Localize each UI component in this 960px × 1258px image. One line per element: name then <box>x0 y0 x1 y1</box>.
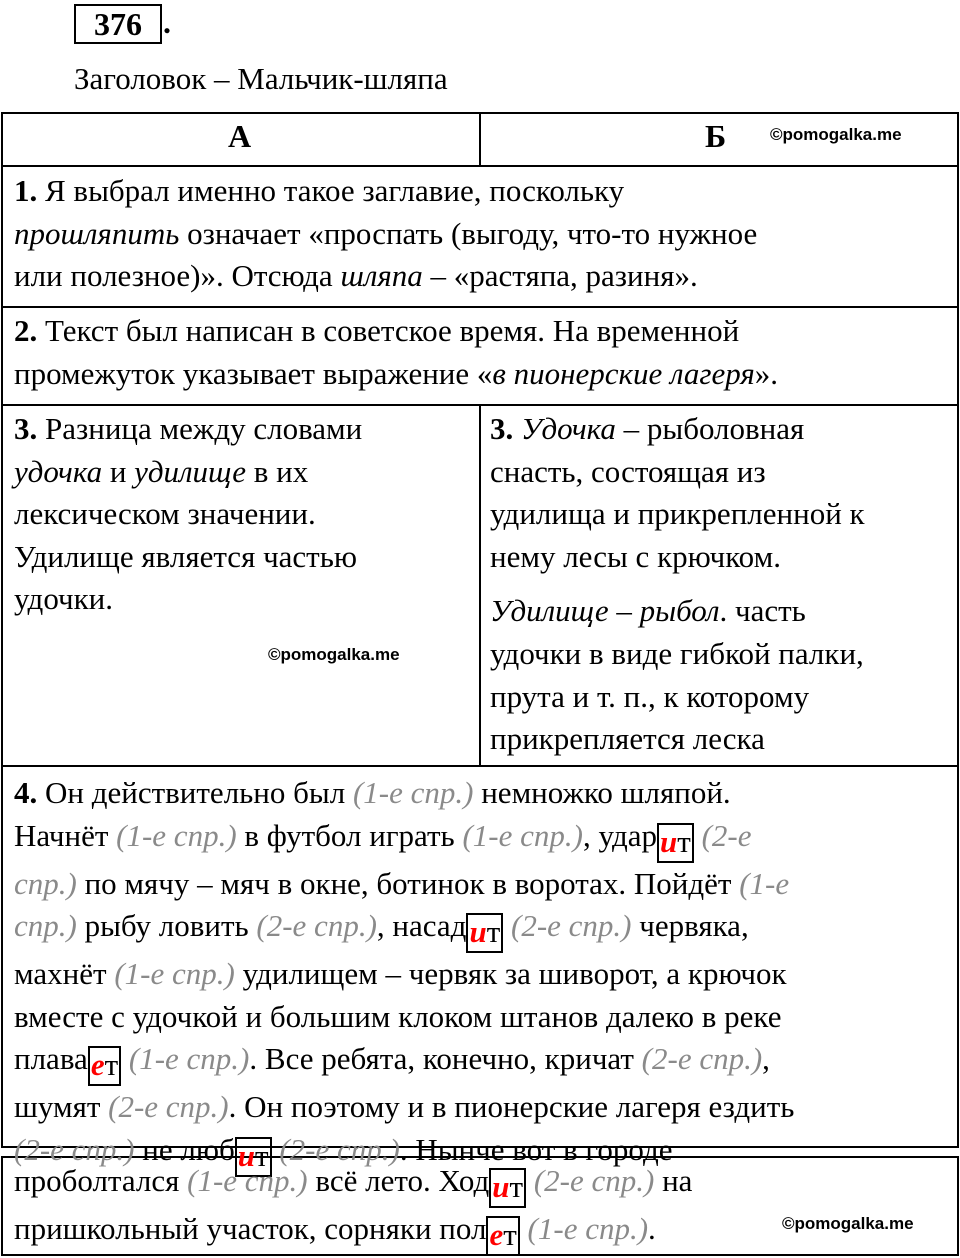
answer-4: 4. Он действительно был (1-е спр.) немножко шляпой. Начнёт (1-е спр.) в футбол играть (1-е спр.), ударит (2-е спр.) по мячу – мяч в окне, ботинок в воротах. Пойдёт (1-е спр.) рыбу ловить (2-е спр.), насадит (2-е спр.) червяка, махнёт (1-е спр.) удилищем – червяк за шиворот, а крючок вместе с удочкой и большим клоком штанов далеко в реке плавает (1-е спр.). Все ребята, конечно, кричат (2-е спр.), шумят (2-е спр.). Он поэтому и в пионерские лагеря ездить (2-е спр.) не любит (2-е спр.). Нынче вот в городе <box>14 772 794 1177</box>
heading: Заголовок – Мальчик-шляпа <box>74 61 448 96</box>
column-b-header: Б <box>705 118 727 154</box>
answer-1: 1. Я выбрал именно такое заглавие, поскольку прошляпить означает «проспать (выгоду, что-то нужное или полезное)». Отсюда шляпа – «растяпа, разиня». <box>14 173 758 294</box>
ending-mark: ит <box>235 1137 272 1177</box>
column-a-header: А <box>228 118 252 154</box>
watermark: ©pomogalka.me <box>268 645 400 664</box>
answer-2: 2. Текст был написан в советское время. На временной промежуток указывает выражение «в пионерские лагеря». <box>14 313 779 391</box>
ending-mark: ит <box>489 1168 526 1208</box>
column-divider <box>479 112 481 166</box>
answer-4-continuation: проболтался (1-е спр.) всё лето. Ходит (2-е спр.) на пришкольный участок, сорняки полет (1-е спр.). <box>14 1160 692 1256</box>
column-divider <box>479 404 481 766</box>
exercise-number: 376 <box>74 4 162 44</box>
ending-mark: ит <box>657 823 694 863</box>
answer-3-column-a: 3. Разница между словами удочка и удилище в их лексическом значении. Удилище является частью удочки. <box>14 411 363 617</box>
exercise-number-dot: . <box>163 4 171 40</box>
ending-mark: ет <box>88 1046 121 1086</box>
ending-mark: ит <box>466 913 503 953</box>
answer-3-column-b: 3. Удочка – рыболовная снасть, состоящая из удилища и прикрепленной к нему лесы с крючком. Удилище – рыбол. часть удочки в виде гибкой палки, прута и т. п., к которому прикрепляется леска <box>490 411 865 757</box>
table-rule <box>1 306 959 308</box>
ending-mark: ет <box>486 1216 519 1256</box>
watermark: ©pomogalka.me <box>770 125 902 144</box>
watermark: ©pomogalka.me <box>782 1214 914 1233</box>
